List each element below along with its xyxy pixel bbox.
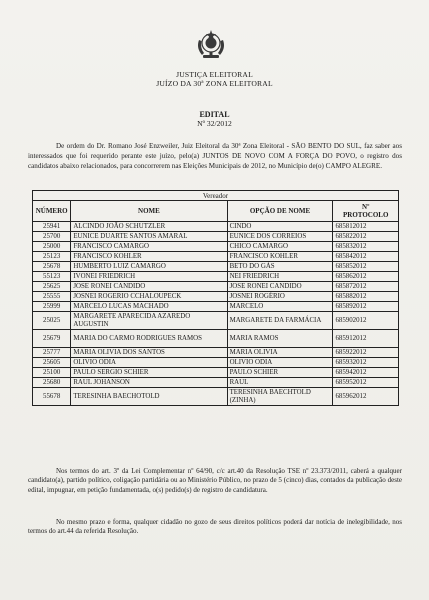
cell-opcao: JOSE RONEI CANDIDO xyxy=(227,282,333,292)
cell-opcao: CHICO CAMARGO xyxy=(227,242,333,252)
table-row xyxy=(33,302,399,312)
col-protocolo xyxy=(333,201,399,222)
cell-numero: 25000 xyxy=(33,242,71,252)
cell-opcao: MARIA OLIVIA xyxy=(227,348,333,358)
table-row xyxy=(33,282,399,292)
cell-protocolo: 685822012 xyxy=(333,232,399,242)
cell-numero: 25999 xyxy=(33,302,71,312)
cell-protocolo: 685922012 xyxy=(333,348,399,358)
cell-opcao: TERESINHA BAECHTOLD (ZINHA) xyxy=(227,388,333,406)
cell-opcao: BETO DO GÁS xyxy=(227,262,333,272)
col-protocolo-line1: Nº xyxy=(362,203,370,211)
table-row xyxy=(33,262,399,272)
cell-numero: 55678 xyxy=(33,388,71,406)
cell-opcao: NEI FRIEDRICH xyxy=(227,272,333,282)
candidates-table xyxy=(32,190,399,406)
edital-number: Nº 32/2012 xyxy=(197,119,232,128)
cell-protocolo: 685902012 xyxy=(333,312,399,330)
table-row xyxy=(33,242,399,252)
cell-opcao: RAUL xyxy=(227,378,333,388)
cell-nome: MARIA DO CARMO RODRIGUES RAMOS xyxy=(71,330,227,348)
cell-numero: 25605 xyxy=(33,358,71,368)
cell-nome: FRANCISCO KOHLER xyxy=(71,252,227,262)
cell-opcao: MARGARETE DA FARMÁCIA xyxy=(227,312,333,330)
cell-nome: MARCELO LUCAS MACHADO xyxy=(71,302,227,312)
cell-numero: 25679 xyxy=(33,330,71,348)
table-row xyxy=(33,222,399,232)
cell-nome: JOSE RONEI CANDIDO xyxy=(71,282,227,292)
table-row xyxy=(33,252,399,262)
cell-protocolo: 685912012 xyxy=(333,330,399,348)
table-row xyxy=(33,272,399,282)
cell-protocolo: 685842012 xyxy=(333,252,399,262)
edital-title: EDITAL xyxy=(199,110,230,119)
cell-opcao: PAULO SCHIER xyxy=(227,368,333,378)
table-row xyxy=(33,358,399,368)
closing-paragraph-2: No mesmo prazo e forma, qualquer cidadão no gozo de seus direitos políticos poderá dar notícia de inelegibilidade, nos termos do art.44 da referida Resolução. xyxy=(28,518,402,536)
cell-nome: MARIA OLIVIA DOS SANTOS xyxy=(71,348,227,358)
cell-nome: IVONEI FRIEDRICH xyxy=(71,272,227,282)
cell-nome: OLIVIO ODIA xyxy=(71,358,227,368)
cell-nome: HUMBERTO LUIZ CAMARGO xyxy=(71,262,227,272)
cell-protocolo: 685812012 xyxy=(333,222,399,232)
cell-numero: 25625 xyxy=(33,282,71,292)
cell-protocolo: 685932012 xyxy=(333,358,399,368)
col-nome: NOME xyxy=(71,201,227,222)
cell-nome: TERESINHA BAECHOTOLD xyxy=(71,388,227,406)
cell-numero: 25678 xyxy=(33,262,71,272)
cell-opcao: JOSNEI ROGÉRIO xyxy=(227,292,333,302)
table-row xyxy=(33,292,399,302)
court-zone: JUÍZO DA 30ª ZONA ELEITORAL xyxy=(156,79,273,88)
cell-numero: 25941 xyxy=(33,222,71,232)
closing-paragraph-1: Nos termos do art. 3º da Lei Complementar nº 64/90, c/c art.40 da Resolução TSE nº 23.373/2011, caberá a qualquer candidato(a), partido político, coligação partidária ou ao Ministério Público, no prazo de 5 (cinco) dias, contados da publicação deste edital, impugnar, em petição fundamentada, o(s) pedido(s) de registro de candidatura. xyxy=(28,467,402,494)
cell-nome: FRANCISCO CAMARGO xyxy=(71,242,227,252)
cell-opcao: FRANCISCO KOHLER xyxy=(227,252,333,262)
intro-paragraph: De ordem do Dr. Romano José Enzweiler, Juiz Eleitoral da 30ª Zona Eleitoral - SÃO BENTO DO SUL, faz saber aos interessados que foi requerido perante este juízo, pelo(a) JUNTOS DE NOVO COM A FORÇA DO POVO, o registro dos candidatos abaixo relacionados, para concorrerem nas Eleições Municipais de 2012, no Município de(o) CAMPO ALEGRE. xyxy=(28,142,402,171)
table-row xyxy=(33,368,399,378)
cell-nome: ALCINDO JOÃO SCHUTZLER xyxy=(71,222,227,232)
cell-nome: PAULO SERGIO SCHIER xyxy=(71,368,227,378)
cell-opcao: CINDO xyxy=(227,222,333,232)
cell-nome: MARGARETE APARECIDA AZAREDO AUGUSTIN xyxy=(71,312,227,330)
cell-protocolo: 685882012 xyxy=(333,292,399,302)
cell-protocolo: 685952012 xyxy=(333,378,399,388)
cell-numero: 25777 xyxy=(33,348,71,358)
table-row xyxy=(33,378,399,388)
cell-opcao: MARIA RAMOS xyxy=(227,330,333,348)
cell-protocolo: 685962012 xyxy=(333,388,399,406)
cell-numero: 25555 xyxy=(33,292,71,302)
table-row xyxy=(33,232,399,242)
cell-nome: JOSNEI ROGERIO CCHALOUPECK xyxy=(71,292,227,302)
cell-protocolo: 685832012 xyxy=(333,242,399,252)
col-numero: NÚMERO xyxy=(33,201,71,222)
cell-opcao: EUNICE DOS CORREIOS xyxy=(227,232,333,242)
col-protocolo-line2: PROTOCOLO xyxy=(343,211,389,219)
cell-opcao: MARCELO xyxy=(227,302,333,312)
cell-protocolo: 685892012 xyxy=(333,302,399,312)
court-name: JUSTIÇA ELEITORAL xyxy=(176,70,253,79)
cell-protocolo: 685862012 xyxy=(333,272,399,282)
table-caption: Vereador xyxy=(33,191,399,201)
col-opcao: OPÇÃO DE NOME xyxy=(227,201,333,222)
cell-protocolo: 685872012 xyxy=(333,282,399,292)
coat-of-arms-icon xyxy=(194,28,228,62)
table-row xyxy=(33,312,399,330)
table-row xyxy=(33,388,399,406)
cell-numero: 55123 xyxy=(33,272,71,282)
cell-protocolo: 685942012 xyxy=(333,368,399,378)
table-row xyxy=(33,348,399,358)
cell-protocolo: 685852012 xyxy=(333,262,399,272)
cell-numero: 25100 xyxy=(33,368,71,378)
cell-numero: 25025 xyxy=(33,312,71,330)
cell-numero: 25680 xyxy=(33,378,71,388)
cell-numero: 25700 xyxy=(33,232,71,242)
table-row xyxy=(33,330,399,348)
cell-nome: EUNICE DUARTE SANTOS AMARAL xyxy=(71,232,227,242)
cell-nome: RAUL JOHANSON xyxy=(71,378,227,388)
cell-opcao: OLIVIO ODIA xyxy=(227,358,333,368)
cell-numero: 25123 xyxy=(33,252,71,262)
